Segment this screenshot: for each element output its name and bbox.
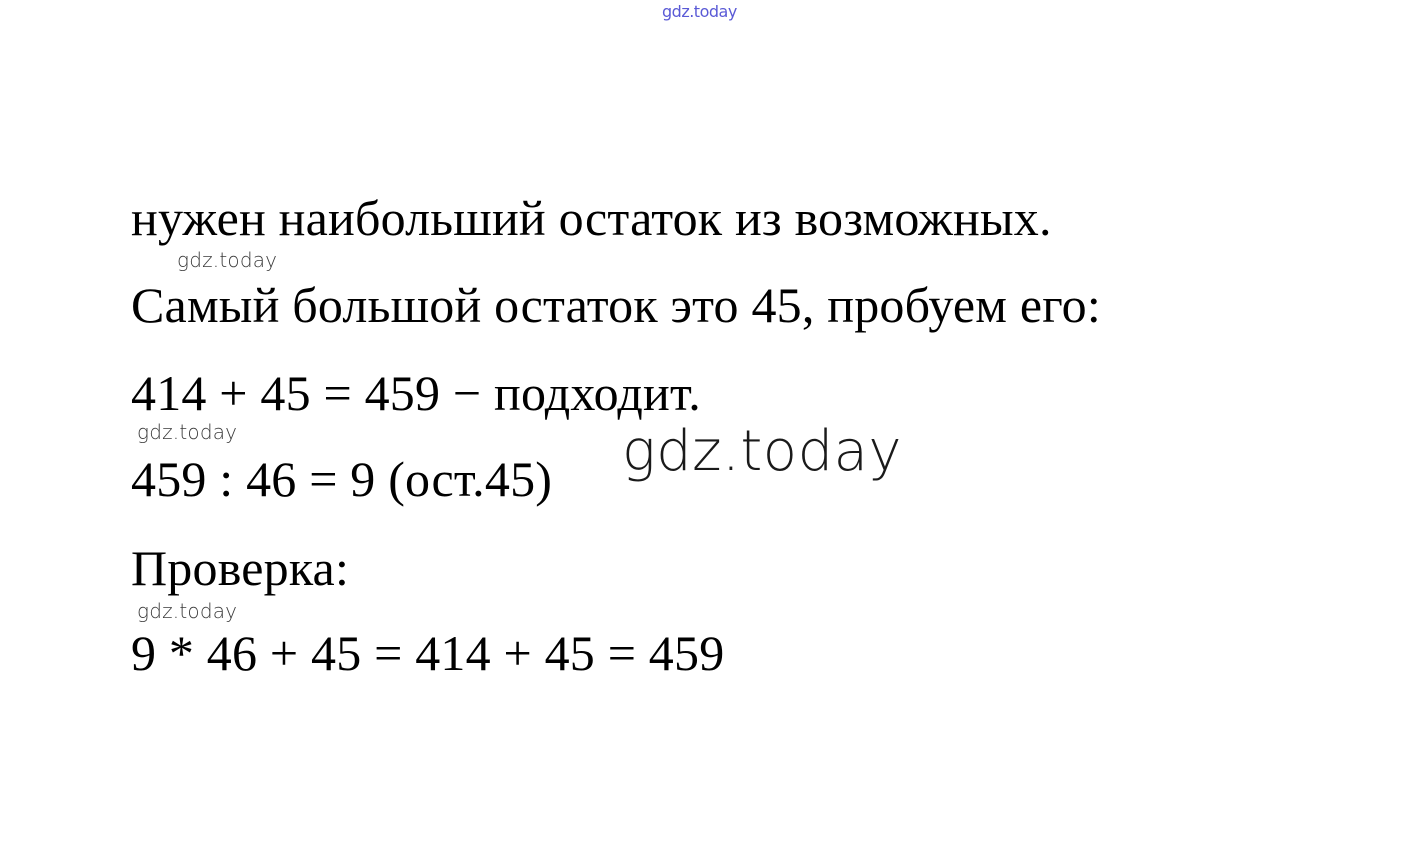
text-line-5: Проверка: (131, 540, 350, 596)
text-line-4: 459 : 46 = 9 (ост.45) (131, 451, 553, 507)
text-line-1: нужен наибольший остаток из возможных. (131, 190, 1052, 246)
watermark-large: gdz.today (622, 419, 903, 484)
watermark-small-2: gdz.today (137, 420, 238, 444)
text-line-6: 9 * 46 + 45 = 414 + 45 = 459 (131, 625, 725, 681)
watermark-top: gdz.today (662, 2, 737, 21)
watermark-small-1: gdz.today (177, 248, 278, 272)
watermark-small-3: gdz.today (137, 599, 238, 623)
text-line-3: 414 + 45 = 459 − подходит. (131, 365, 701, 421)
text-line-2: Самый большой остаток это 45, пробуем его: (131, 277, 1101, 333)
